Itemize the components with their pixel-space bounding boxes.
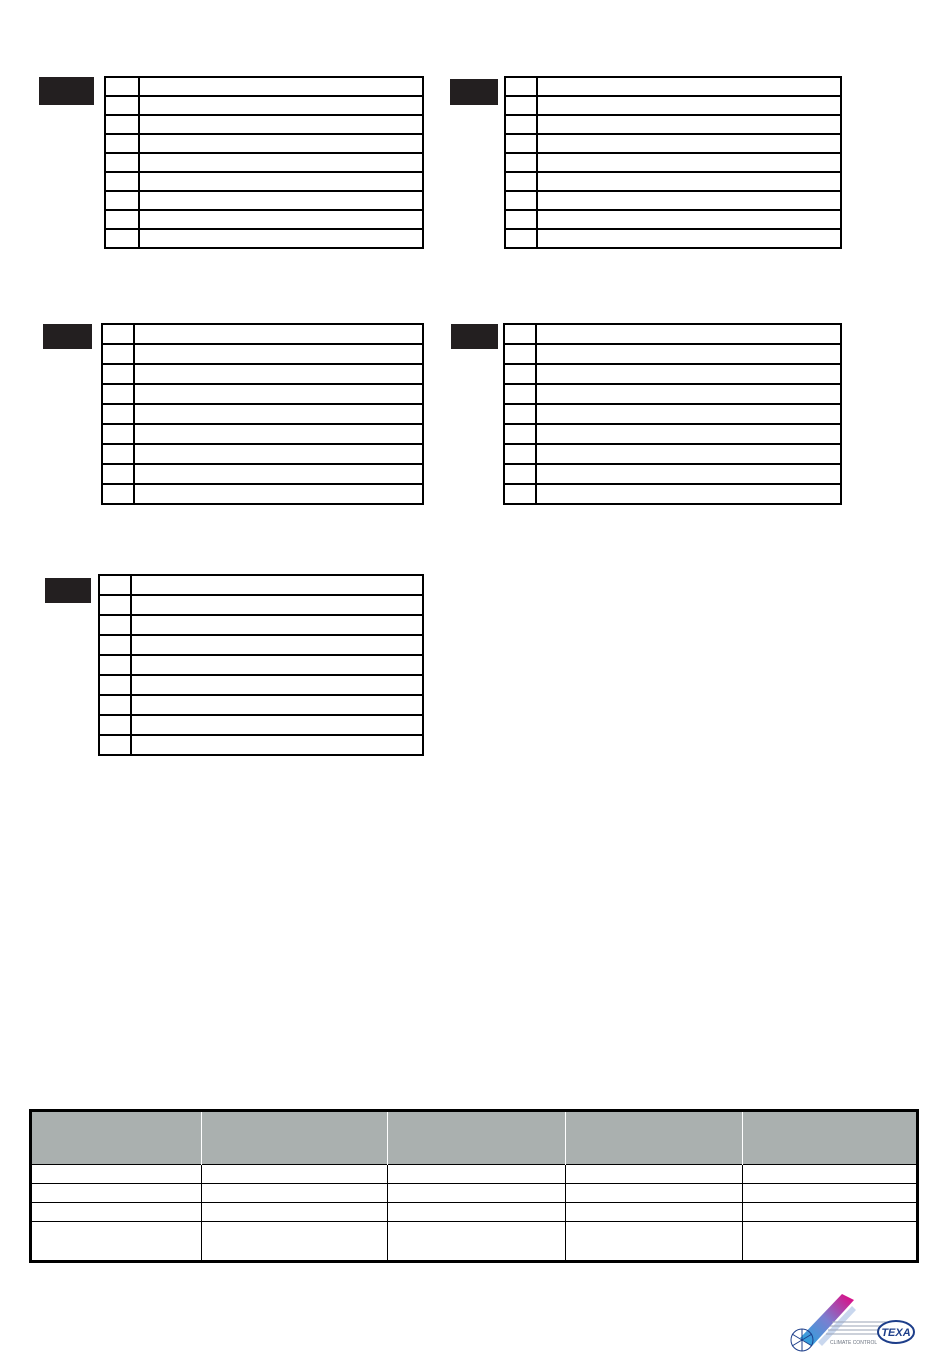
row-number (103, 425, 135, 443)
row-number (103, 345, 135, 363)
table-cell (31, 1203, 202, 1222)
row-number (100, 696, 132, 714)
table-cell (201, 1184, 388, 1203)
table-cell (31, 1165, 202, 1184)
table-row (31, 1184, 918, 1203)
grid-row (106, 230, 422, 249)
grid-row (100, 596, 422, 616)
row-number (506, 78, 538, 95)
table-cell (31, 1184, 202, 1203)
grid-row (106, 116, 422, 135)
row-value (538, 97, 840, 114)
grid-row (506, 97, 840, 116)
grid-row (100, 716, 422, 736)
row-value (537, 365, 840, 383)
row-number (103, 445, 135, 463)
table-cell (743, 1165, 918, 1184)
row-value (140, 192, 422, 209)
grid-row (100, 656, 422, 676)
block-label-1 (39, 77, 94, 105)
brand-tagline: CLIMATE CONTROL (830, 1340, 878, 1346)
row-value (537, 405, 840, 423)
table-cell (743, 1184, 918, 1203)
grid-row (506, 154, 840, 173)
row-value (135, 385, 422, 403)
row-number (106, 230, 140, 247)
pin-grid-4 (503, 323, 842, 505)
row-value (135, 405, 422, 423)
row-number (100, 736, 132, 754)
pin-grid-1 (104, 76, 424, 249)
row-number (100, 656, 132, 674)
grid-row (106, 192, 422, 211)
grid-row (506, 78, 840, 97)
row-number (106, 116, 140, 133)
grid-row (506, 116, 840, 135)
row-number (106, 211, 140, 228)
row-number (505, 405, 537, 423)
grid-row (100, 636, 422, 656)
row-number (506, 154, 538, 171)
row-number (505, 325, 537, 343)
table-cell (388, 1222, 566, 1262)
row-number (505, 365, 537, 383)
row-value (132, 636, 422, 654)
row-number (103, 325, 135, 343)
row-value (538, 192, 840, 209)
row-number (506, 97, 538, 114)
pin-grid-2 (504, 76, 842, 249)
block-label-4 (451, 324, 498, 349)
row-value (132, 656, 422, 674)
table-cell (565, 1165, 743, 1184)
table-cell (565, 1184, 743, 1203)
row-number (506, 135, 538, 152)
row-value (140, 173, 422, 190)
grid-row (106, 135, 422, 154)
grid-row (106, 97, 422, 116)
row-value (135, 425, 422, 443)
table-cell (201, 1203, 388, 1222)
grid-row (505, 405, 840, 425)
grid-row (106, 78, 422, 97)
grid-row (103, 345, 422, 365)
row-value (135, 345, 422, 363)
row-number (103, 465, 135, 483)
block-label-5 (45, 578, 91, 603)
row-value (538, 135, 840, 152)
grid-row (505, 445, 840, 465)
table-cell (388, 1203, 566, 1222)
row-number (100, 596, 132, 614)
row-value (132, 616, 422, 634)
pin-grid-5 (98, 574, 424, 756)
row-value (132, 676, 422, 694)
row-value (140, 97, 422, 114)
row-value (132, 696, 422, 714)
table-cell (565, 1203, 743, 1222)
row-number (106, 78, 140, 95)
row-number (106, 135, 140, 152)
row-number (100, 636, 132, 654)
row-number (505, 485, 537, 503)
row-number (100, 676, 132, 694)
row-number (505, 465, 537, 483)
row-value (140, 116, 422, 133)
row-value (135, 445, 422, 463)
summary-table (29, 1109, 919, 1263)
grid-row (100, 676, 422, 696)
table-row (31, 1165, 918, 1184)
row-number (506, 192, 538, 209)
texa-logo-graphic (788, 1292, 916, 1356)
row-number (505, 345, 537, 363)
table-cell (31, 1222, 202, 1262)
grid-row (100, 696, 422, 716)
row-value (537, 385, 840, 403)
row-number (106, 192, 140, 209)
grid-row (506, 135, 840, 154)
row-value (538, 230, 840, 247)
row-number (100, 716, 132, 734)
table-header-cell (31, 1111, 202, 1165)
table-row (31, 1222, 918, 1262)
row-number (106, 97, 140, 114)
row-number (505, 385, 537, 403)
grid-row (506, 192, 840, 211)
table-cell (565, 1222, 743, 1262)
grid-row (103, 445, 422, 465)
table-cell (388, 1165, 566, 1184)
table-cell (743, 1203, 918, 1222)
row-value (538, 116, 840, 133)
row-value (135, 365, 422, 383)
grid-row (103, 385, 422, 405)
row-value (140, 154, 422, 171)
grid-row (505, 425, 840, 445)
grid-row (100, 576, 422, 596)
grid-row (103, 485, 422, 505)
brand-name: TEXA (881, 1327, 911, 1339)
grid-row (100, 616, 422, 636)
row-value (132, 596, 422, 614)
row-number (103, 405, 135, 423)
grid-row (103, 425, 422, 445)
row-value (135, 325, 422, 343)
table-header-cell (743, 1111, 918, 1165)
table-cell (388, 1184, 566, 1203)
row-value (140, 211, 422, 228)
grid-row (103, 365, 422, 385)
row-value (537, 445, 840, 463)
row-value (140, 78, 422, 95)
row-number (103, 385, 135, 403)
table-cell (743, 1222, 918, 1262)
row-value (538, 78, 840, 95)
grid-row (100, 736, 422, 756)
row-number (106, 154, 140, 171)
grid-row (506, 211, 840, 230)
block-label-3 (43, 324, 92, 349)
grid-row (505, 385, 840, 405)
row-value (132, 736, 422, 754)
grid-row (505, 325, 840, 345)
row-value (537, 465, 840, 483)
table-header-cell (201, 1111, 388, 1165)
row-number (100, 616, 132, 634)
grid-row (103, 405, 422, 425)
row-value (537, 425, 840, 443)
row-value (538, 211, 840, 228)
row-value (538, 154, 840, 171)
row-value (537, 485, 840, 503)
grid-row (103, 465, 422, 485)
grid-row (505, 485, 840, 505)
texa-logo (788, 1292, 916, 1356)
row-number (505, 425, 537, 443)
grid-row (506, 230, 840, 249)
row-number (103, 365, 135, 383)
row-value (132, 576, 422, 594)
block-label-2 (450, 79, 498, 105)
row-number (100, 576, 132, 594)
grid-row (506, 173, 840, 192)
table-cell (201, 1222, 388, 1262)
grid-row (505, 345, 840, 365)
row-number (506, 116, 538, 133)
grid-row (103, 325, 422, 345)
row-number (506, 230, 538, 247)
grid-row (106, 173, 422, 192)
row-value (537, 345, 840, 363)
table-header-cell (388, 1111, 566, 1165)
row-value (135, 465, 422, 483)
grid-row (106, 211, 422, 230)
row-number (103, 485, 135, 503)
row-number (506, 211, 538, 228)
row-number (506, 173, 538, 190)
row-value (135, 485, 422, 503)
table-header-row (31, 1111, 918, 1165)
pin-grid-3 (101, 323, 424, 505)
grid-row (106, 154, 422, 173)
row-number (106, 173, 140, 190)
table-header-cell (565, 1111, 743, 1165)
table-cell (201, 1165, 388, 1184)
table-row (31, 1203, 918, 1222)
row-value (537, 325, 840, 343)
row-value (538, 173, 840, 190)
row-number (505, 445, 537, 463)
row-value (140, 135, 422, 152)
grid-row (505, 465, 840, 485)
row-value (132, 716, 422, 734)
grid-row (505, 365, 840, 385)
row-value (140, 230, 422, 247)
